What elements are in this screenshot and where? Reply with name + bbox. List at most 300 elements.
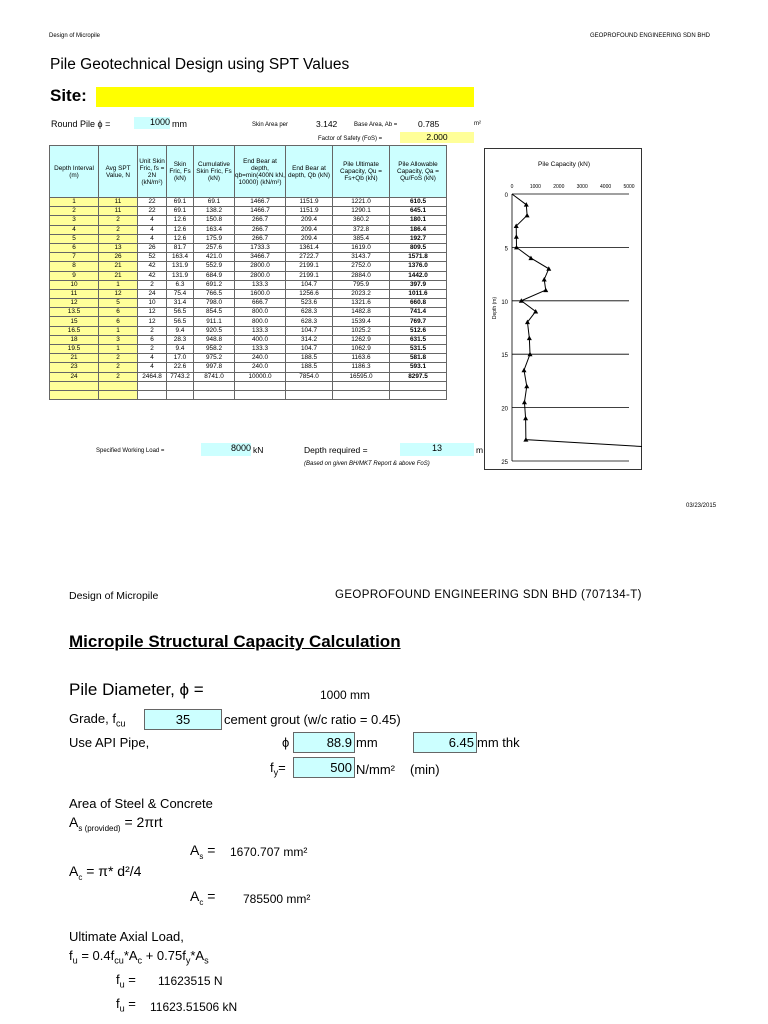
table-cell: 131.9 — [167, 262, 194, 271]
table-cell[interactable]: 12 — [50, 299, 99, 308]
table-cell[interactable]: 21 — [99, 271, 138, 280]
y-tick-label: 25 — [501, 460, 508, 466]
table-cell[interactable]: 23 — [50, 363, 99, 372]
table-cell — [333, 381, 390, 390]
table-cell[interactable]: 4 — [50, 225, 99, 234]
x-tick-label: 4000 — [600, 184, 612, 190]
grade-note: cement grout (w/c ratio = 0.45) — [224, 712, 401, 727]
table-row — [50, 207, 447, 216]
table-cell: 266.7 — [235, 225, 286, 234]
table-cell: 666.7 — [235, 299, 286, 308]
table-cell: 69.1 — [194, 198, 235, 207]
table-cell: 1482.8 — [333, 308, 390, 317]
area-heading: Area of Steel & Concrete — [69, 796, 213, 811]
page1-date: 03/23/2015 — [686, 503, 717, 509]
table-header: Cumulative Skin Fric, Fs (kN) — [194, 146, 235, 198]
table-cell[interactable]: 11 — [99, 207, 138, 216]
y-axis-label: Depth (m) — [492, 296, 498, 320]
table-row — [50, 216, 447, 225]
ac-value: 785500 mm² — [243, 892, 311, 906]
table-cell: 628.3 — [286, 317, 333, 326]
table-cell: 188.5 — [286, 354, 333, 363]
table-header: End Bear at depth, Qb (kN) — [286, 146, 333, 198]
table-cell[interactable]: 13 — [99, 243, 138, 252]
table-cell — [235, 390, 286, 399]
table-cell: 1163.6 — [333, 354, 390, 363]
base-area-value: 0.785 — [418, 119, 440, 129]
table-cell: 175.9 — [194, 234, 235, 243]
table-cell[interactable]: 2 — [99, 216, 138, 225]
grade-label: Grade, $f_{cu}$ — [69, 711, 126, 729]
page2-header-left: Design of Micropile — [69, 590, 159, 602]
fos-input[interactable]: 2.000 — [400, 132, 474, 143]
round-pile-unit: mm — [172, 119, 187, 129]
table-cell — [333, 390, 390, 399]
table-cell: 42 — [138, 271, 167, 280]
table-cell: 1151.9 — [286, 198, 333, 207]
table-cell[interactable]: 3 — [99, 335, 138, 344]
table-cell: 75.4 — [167, 289, 194, 298]
api-label: Use API Pipe, — [69, 735, 150, 750]
table-cell: 10000.0 — [235, 372, 286, 381]
as-label: $A_s$ = — [190, 842, 216, 861]
table-cell: 56.5 — [167, 308, 194, 317]
table-row — [50, 317, 447, 326]
fu-label-n: $f_u$ = — [116, 972, 136, 990]
depth-required-unit: m — [476, 445, 484, 455]
table-cell: 104.7 — [286, 280, 333, 289]
table-cell: 2752.0 — [333, 262, 390, 271]
table-cell: 1025.2 — [333, 326, 390, 335]
table-cell: 186.4 — [390, 225, 447, 234]
ult-heading: Ultimate Axial Load, — [69, 929, 184, 944]
table-cell — [138, 381, 167, 390]
table-cell: 266.7 — [235, 216, 286, 225]
fos-label: Factor of Safety (FoS) = — [318, 136, 383, 142]
table-cell: 798.0 — [194, 299, 235, 308]
table-cell: 9.4 — [167, 326, 194, 335]
table-row — [50, 289, 447, 298]
table-cell[interactable]: 19.5 — [50, 345, 99, 354]
table-row — [50, 326, 447, 335]
table-cell: 209.4 — [286, 234, 333, 243]
table-cell: 1256.6 — [286, 289, 333, 298]
table-cell: 800.0 — [235, 308, 286, 317]
table-cell[interactable]: 8 — [50, 262, 99, 271]
as-formula: $A_{s (provided)} = 2\pi rt$ — [69, 814, 163, 833]
table-cell[interactable]: 6 — [50, 243, 99, 252]
table-cell: 28.3 — [167, 335, 194, 344]
table-cell: 1733.3 — [235, 243, 286, 252]
table-cell[interactable]: 1 — [99, 326, 138, 335]
table-cell: 209.4 — [286, 225, 333, 234]
pipe-dia-unit: mm — [356, 735, 378, 750]
table-cell: 1466.7 — [235, 198, 286, 207]
table-cell: 766.5 — [194, 289, 235, 298]
table-cell: 2464.8 — [138, 372, 167, 381]
table-header: Depth Interval (m) — [50, 146, 99, 198]
table-row — [50, 225, 447, 234]
table-row — [50, 299, 447, 308]
table-header: Pile Allowable Capacity, Qa = Qu/FoS (kN) — [390, 146, 447, 198]
table-cell: 133.3 — [235, 326, 286, 335]
table-cell[interactable]: 1 — [50, 198, 99, 207]
table-cell: 6 — [138, 335, 167, 344]
fu-value-n: 11623515 N — [158, 974, 223, 988]
table-row — [50, 372, 447, 381]
table-cell: 69.1 — [167, 207, 194, 216]
working-load-label: Specified Working Load = — [96, 448, 165, 454]
table-row-empty — [50, 381, 447, 390]
table-cell: 4 — [138, 363, 167, 372]
table-cell: 163.4 — [194, 225, 235, 234]
table-cell: 1600.0 — [235, 289, 286, 298]
table-cell: 257.6 — [194, 243, 235, 252]
table-header: Pile Ultimate Capacity, Qu = Fs+Qb (kN) — [333, 146, 390, 198]
table-cell: 372.8 — [333, 225, 390, 234]
table-cell: 266.7 — [235, 234, 286, 243]
table-cell[interactable]: 7 — [50, 253, 99, 262]
table-cell: 138.2 — [194, 207, 235, 216]
table-cell[interactable]: 1 — [99, 345, 138, 354]
grade-input[interactable]: 35 — [144, 709, 222, 730]
table-cell: 192.7 — [390, 234, 447, 243]
table-cell: 2 — [138, 326, 167, 335]
table-cell: 1361.4 — [286, 243, 333, 252]
table-cell[interactable]: 24 — [50, 372, 99, 381]
table-cell: 920.5 — [194, 326, 235, 335]
table-row — [50, 262, 447, 271]
ac-formula: $A_c = \pi*$ d²/4 — [69, 863, 142, 882]
chart-frame — [485, 149, 642, 470]
spt-table — [49, 145, 447, 400]
table-cell: 2 — [138, 280, 167, 289]
table-cell: 133.3 — [235, 345, 286, 354]
table-cell: 421.0 — [194, 253, 235, 262]
table-cell — [390, 381, 447, 390]
table-cell: 809.5 — [390, 243, 447, 252]
table-row — [50, 243, 447, 252]
fy-min: (min) — [410, 762, 440, 777]
table-cell[interactable] — [99, 381, 138, 390]
x-tick-label: 2000 — [553, 184, 565, 190]
table-cell: 69.1 — [167, 198, 194, 207]
base-area-label: Base Area, Ab = — [354, 122, 398, 128]
fy-unit: N/mm² — [356, 762, 395, 777]
fu-formula: $f_u = 0.4f_{cu}*A_c + 0.75f_y*A_s$ — [69, 948, 209, 966]
table-cell: 12.6 — [167, 216, 194, 225]
table-cell[interactable]: 3 — [50, 216, 99, 225]
ac-label: $A_c$ = — [190, 888, 216, 907]
table-cell[interactable]: 15 — [50, 317, 99, 326]
y-tick-label: 0 — [504, 193, 508, 199]
table-cell[interactable]: 2 — [99, 363, 138, 372]
table-header: End Bear at depth, qb=min(400N kN, 10000) (kN/m²) — [235, 146, 286, 198]
table-cell[interactable]: 10 — [50, 280, 99, 289]
table-cell[interactable]: 6 — [99, 308, 138, 317]
table-cell[interactable]: 2 — [99, 372, 138, 381]
table-cell: 1619.0 — [333, 243, 390, 252]
table-cell — [167, 381, 194, 390]
as-value: 1670.707 mm² — [230, 845, 308, 859]
table-cell: 800.0 — [235, 317, 286, 326]
chart-title: Pile Capacity (kN) — [537, 161, 591, 168]
table-cell: 360.2 — [333, 216, 390, 225]
table-cell: 31.4 — [167, 299, 194, 308]
table-cell[interactable]: 9 — [50, 271, 99, 280]
table-row — [50, 345, 447, 354]
table-cell[interactable]: 26 — [99, 253, 138, 262]
table-cell: 1321.6 — [333, 299, 390, 308]
y-tick-label: 20 — [501, 406, 508, 413]
table-cell — [194, 381, 235, 390]
page1-header-left: Design of Micropile — [49, 33, 101, 39]
table-row — [50, 363, 447, 372]
table-cell: 104.7 — [286, 326, 333, 335]
x-tick-label: 0 — [510, 184, 514, 190]
table-cell: 512.6 — [390, 326, 447, 335]
table-cell: 3466.7 — [235, 253, 286, 262]
table-cell: 17.0 — [167, 354, 194, 363]
table-cell[interactable]: 2 — [99, 354, 138, 363]
table-cell: 2884.0 — [333, 271, 390, 280]
table-cell: 975.2 — [194, 354, 235, 363]
table-cell: 645.1 — [390, 207, 447, 216]
table-cell: 104.7 — [286, 345, 333, 354]
site-label: Site: — [50, 86, 87, 105]
page2-title: Micropile Structural Capacity Calculation — [69, 632, 401, 651]
table-cell — [286, 390, 333, 399]
table-cell: 8741.0 — [194, 372, 235, 381]
fu-label-kn: $f_u$ = — [116, 996, 136, 1014]
table-cell[interactable]: 11 — [50, 289, 99, 298]
table-cell: 1466.7 — [235, 207, 286, 216]
y-tick-label: 15 — [501, 353, 508, 360]
table-cell — [138, 390, 167, 399]
page1-header-right: GEOPROFOUND ENGINEERING SDN BHD — [590, 33, 711, 39]
table-cell: 22 — [138, 198, 167, 207]
table-cell: 12 — [138, 308, 167, 317]
table-cell: 6.3 — [167, 280, 194, 289]
table-cell: 741.4 — [390, 308, 447, 317]
table-cell: 997.8 — [194, 363, 235, 372]
table-cell[interactable]: 6 — [99, 317, 138, 326]
table-header: Skin Fric, Fs (kN) — [167, 146, 194, 198]
table-row — [50, 308, 447, 317]
table-cell: 240.0 — [235, 363, 286, 372]
table-cell: 7743.2 — [167, 372, 194, 381]
y-tick-label: 5 — [504, 246, 508, 253]
table-cell: 22.6 — [167, 363, 194, 372]
page1-title: Pile Geotechnical Design using SPT Values — [50, 56, 350, 73]
pipe-thk-unit: mm thk — [477, 735, 520, 750]
table-cell: 1221.0 — [333, 198, 390, 207]
table-cell[interactable]: 21 — [50, 354, 99, 363]
table-cell: 24 — [138, 289, 167, 298]
pipe-dia-input[interactable]: 88.9 — [293, 732, 355, 753]
table-cell: 42 — [138, 262, 167, 271]
table-cell: 56.5 — [167, 317, 194, 326]
depth-required-value: 13 — [400, 443, 474, 456]
table-cell: 2800.0 — [235, 271, 286, 280]
table-row — [50, 271, 447, 280]
table-cell: 3143.7 — [333, 253, 390, 262]
table-cell — [286, 381, 333, 390]
table-cell: 684.9 — [194, 271, 235, 280]
table-cell: 2722.7 — [286, 253, 333, 262]
table-cell[interactable] — [50, 390, 99, 399]
table-cell — [235, 381, 286, 390]
table-cell: 628.3 — [286, 308, 333, 317]
table-cell[interactable]: 13.5 — [50, 308, 99, 317]
table-cell: 1539.4 — [333, 317, 390, 326]
table-cell: 4 — [138, 225, 167, 234]
table-cell[interactable]: 21 — [99, 262, 138, 271]
table-cell: 1011.6 — [390, 289, 447, 298]
table-cell: 2199.1 — [286, 262, 333, 271]
table-cell: 1062.9 — [333, 345, 390, 354]
table-cell: 4 — [138, 216, 167, 225]
table-cell: 523.6 — [286, 299, 333, 308]
x-tick-label: 3000 — [576, 184, 588, 190]
table-cell: 81.7 — [167, 243, 194, 252]
table-cell: 2199.1 — [286, 271, 333, 280]
table-cell — [194, 390, 235, 399]
table-cell: 4 — [138, 234, 167, 243]
pipe-thk-input[interactable]: 6.45 — [413, 732, 477, 753]
page2-header-right: GEOPROFOUND ENGINEERING SDN BHD (707134-T) — [335, 589, 642, 601]
table-cell: 854.5 — [194, 308, 235, 317]
table-cell: 209.4 — [286, 216, 333, 225]
working-load-unit: kN — [253, 445, 264, 455]
table-cell: 2 — [138, 345, 167, 354]
table-cell[interactable]: 16.5 — [50, 326, 99, 335]
table-cell: 16595.0 — [333, 372, 390, 381]
table-cell — [167, 390, 194, 399]
table-row — [50, 335, 447, 344]
table-cell: 948.8 — [194, 335, 235, 344]
table-cell[interactable]: 5 — [50, 234, 99, 243]
round-pile-input[interactable]: 1000 — [134, 117, 170, 129]
table-cell: 1151.9 — [286, 207, 333, 216]
table-cell: 1571.8 — [390, 253, 447, 262]
fu-value-kn: 11623.51506 kN — [150, 1000, 238, 1014]
table-cell[interactable]: 11 — [99, 198, 138, 207]
table-cell: 397.9 — [390, 280, 447, 289]
fy-label: $f_y=$ — [270, 760, 286, 778]
table-cell: 691.2 — [194, 280, 235, 289]
table-cell: 8297.5 — [390, 372, 447, 381]
table-cell: 769.7 — [390, 317, 447, 326]
table-cell[interactable] — [99, 390, 138, 399]
note: (Based on given BH/MKT Report & above FoS) — [304, 461, 430, 467]
table-cell[interactable]: 2 — [50, 207, 99, 216]
site-input[interactable] — [96, 87, 474, 107]
pile-diameter-value: 1000 mm — [320, 688, 371, 702]
table-header: Unit Skin Fric, fs = 2N (kN/m²) — [138, 146, 167, 198]
depth-required-label: Depth required = — [304, 445, 368, 455]
table-cell: 12 — [138, 317, 167, 326]
round-pile-label: Round Pile ϕ = — [51, 119, 111, 129]
table-row-empty — [50, 390, 447, 399]
table-cell: 1186.3 — [333, 363, 390, 372]
table-cell: 22 — [138, 207, 167, 216]
skin-area-value: 3.142 — [316, 119, 338, 129]
fy-input[interactable]: 500 — [293, 757, 355, 778]
table-cell: 552.9 — [194, 262, 235, 271]
pile-capacity-chart — [484, 148, 642, 470]
table-row — [50, 198, 447, 207]
table-cell[interactable]: 1 — [99, 280, 138, 289]
table-cell: 531.5 — [390, 345, 447, 354]
table-cell: 2023.2 — [333, 289, 390, 298]
table-cell[interactable]: 18 — [50, 335, 99, 344]
skin-area-label: Skin Area per — [252, 122, 289, 128]
table-cell: 240.0 — [235, 354, 286, 363]
table-cell: 631.5 — [390, 335, 447, 344]
table-cell: 12.6 — [167, 225, 194, 234]
table-cell: 133.3 — [235, 280, 286, 289]
pile-diameter-label: Pile Diameter, ϕ = — [69, 680, 204, 699]
table-cell[interactable]: 2 — [99, 225, 138, 234]
table-row — [50, 253, 447, 262]
x-tick-label: 1000 — [529, 184, 541, 190]
table-cell[interactable]: 5 — [99, 299, 138, 308]
table-cell: 1262.9 — [333, 335, 390, 344]
table-cell[interactable]: 12 — [99, 289, 138, 298]
table-cell — [390, 390, 447, 399]
table-cell: 593.1 — [390, 363, 447, 372]
table-cell: 10 — [138, 299, 167, 308]
y-tick-label: 10 — [501, 299, 508, 306]
table-cell: 9.4 — [167, 345, 194, 354]
table-cell: 150.8 — [194, 216, 235, 225]
table-cell[interactable] — [50, 381, 99, 390]
table-cell: 581.8 — [390, 354, 447, 363]
base-area-unit: m² — [474, 121, 481, 127]
x-tick-label: 5000 — [623, 184, 635, 190]
table-cell: 958.2 — [194, 345, 235, 354]
table-cell: 26 — [138, 243, 167, 252]
table-cell: 131.9 — [167, 271, 194, 280]
table-row — [50, 234, 447, 243]
table-cell: 188.5 — [286, 363, 333, 372]
table-cell: 180.1 — [390, 216, 447, 225]
table-cell: 385.4 — [333, 234, 390, 243]
table-cell: 610.5 — [390, 198, 447, 207]
table-cell: 4 — [138, 354, 167, 363]
table-cell: 911.1 — [194, 317, 235, 326]
table-cell: 795.9 — [333, 280, 390, 289]
table-cell: 7854.0 — [286, 372, 333, 381]
phi-symbol: ϕ — [282, 735, 290, 750]
table-cell[interactable]: 2 — [99, 234, 138, 243]
table-row — [50, 280, 447, 289]
table-cell: 163.4 — [167, 253, 194, 262]
table-row — [50, 354, 447, 363]
table-cell: 400.0 — [235, 335, 286, 344]
table-cell: 1442.0 — [390, 271, 447, 280]
table-cell: 2800.0 — [235, 262, 286, 271]
table-cell: 52 — [138, 253, 167, 262]
table-cell: 660.8 — [390, 299, 447, 308]
table-header: Avg SPT Value, N — [99, 146, 138, 198]
table-cell: 1376.0 — [390, 262, 447, 271]
table-cell: 12.6 — [167, 234, 194, 243]
table-cell: 314.2 — [286, 335, 333, 344]
table-cell: 1290.1 — [333, 207, 390, 216]
working-load-input[interactable]: 8000 — [201, 443, 251, 456]
